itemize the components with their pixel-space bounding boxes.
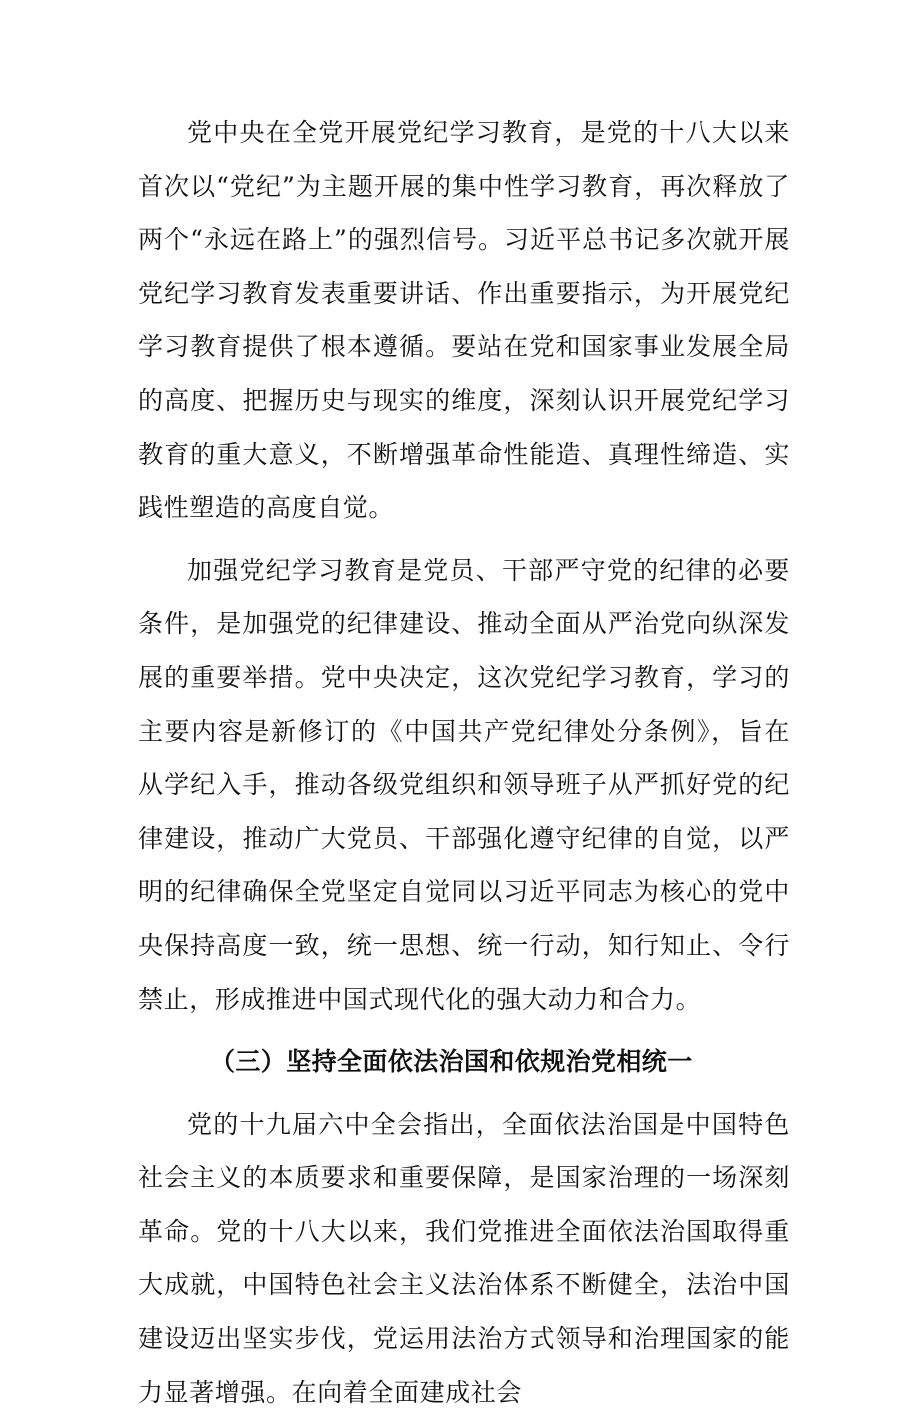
paragraph-rule-of-law: 党的十九届六中全会指出，全面依法治国是中国特色社会主义的本质要求和重要保障，是国家治理的一场深刻革命。党的十八大以来，我们党推进全面依法治国取得重大成就，中国特色社会主义法治体系不断健全，法治中国建设迈出坚实步伐，党运用法治方式领导和治理国家的能力显著增强。在向着全面建成社会 [138, 1109, 790, 1407]
paragraph-strengthen-discipline: 加强党纪学习教育是党员、干部严守党的纪律的必要条件，是加强党的纪律建设、推动全面从严治党向纵深发展的重要举措。党中央决定，这次党纪学习教育，学习的主要内容是新修订的《中国共产党纪律处分条例》，旨在从学纪入手，推动各级党组织和领导班子从严抓好党的纪律建设，推动广大党员、干部强化遵守纪律的自觉，以严明的纪律确保全党坚定自觉同以习近平同志为核心的党中央保持高度一致，统一思想、统一行动，知行知止、令行禁止，形成推进中国式现代化的强大动力和合力。 [138, 555, 790, 1014]
paragraph-party-discipline-education: 党中央在全党开展党纪学习教育，是党的十八大以来首次以“党纪”为主题开展的集中性学习教育，再次释放了两个“永远在路上”的强烈信号。习近平总书记多次就开展党纪学习教育发表重要讲话、作出重要指示，为开展党纪学习教育提供了根本遵循。要站在党和国家事业发展全局的高度、把握历史与现实的维度，深刻认识开展党纪学习教育的重大意义，不断增强革命性能造、真理性缔造、实践性塑造的高度自觉。 [138, 118, 790, 523]
section-heading: （三）坚持全面依法治国和依规治党相统一 [210, 1047, 693, 1077]
document-body [138, 106, 790, 1428]
